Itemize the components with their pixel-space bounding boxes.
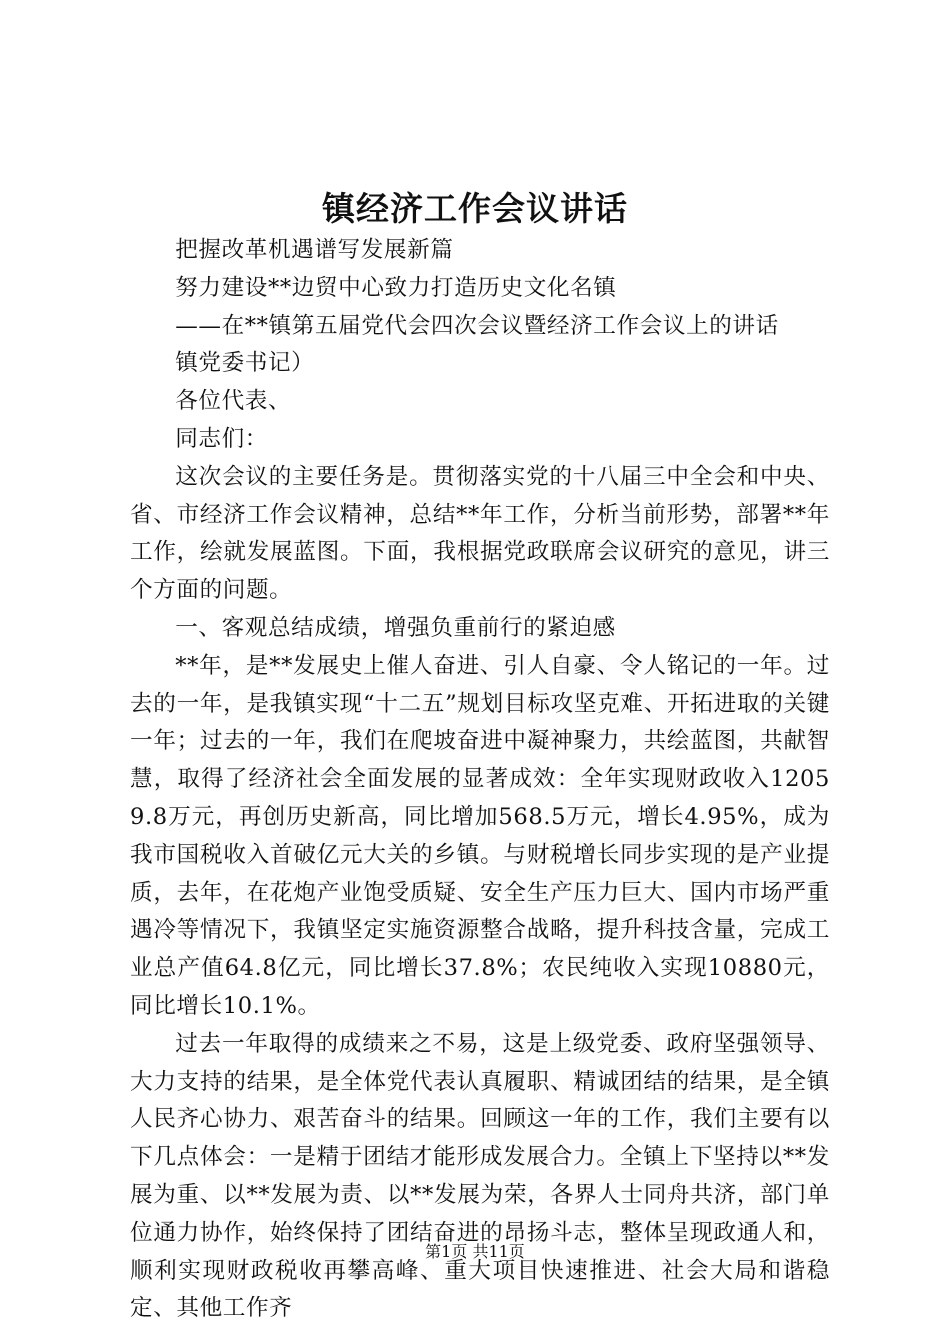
document-body: [130, 232, 830, 1328]
document-title: 镇经济工作会议讲话: [322, 189, 628, 228]
subtitle-line-2: 努力建设**边贸中心致力打造历史文化名镇: [175, 274, 617, 301]
subtitle-occasion: ——在**镇第五届党代会四次会议暨经济工作会议上的讲话: [175, 312, 779, 339]
subtitle-line-1: 把握改革机遇谱写发展新篇: [175, 237, 454, 263]
salutation-line-1: 各位代表、: [175, 388, 292, 415]
body-paragraph: 过去一年取得的成绩来之不易，这是上级党委、政府坚强领导、大力支持的结果，是全体党代表认真履职、精诚团结的结果，是全镇人民齐心协力、艰苦奋斗的结果。回顾这一年的工作，我们主要有以下几点体会：一是精于团结才能形成发展合力。全镇上下坚持以**发展为重、以**发展为责、以**发展为荣，各界人士同舟共济，部门单位通力协作，始终保持了团结奋进的昂扬斗志，整体呈现政通人和，顺利实现财政税收再攀高峰、重大项目快速推进、社会大局和谐稳定、其他工作齐: [130, 1030, 830, 1322]
body-paragraph: **年，是**发展史上催人奋进、引人自豪、令人铭记的一年。过去的一年，是我镇实现“十二五”规划目标攻坚克难、开拓进取的关键一年；过去的一年，我们在爬坡奋进中凝神聚力，共绘蓝图，共献智慧，取得了经济社会全面发展的显著成效：全年实现财政收入12059.8万元，再创历史新高，同比增加568.5万元，增长4.95%，成为我市国税收入首破亿元大关的乡镇。与财税增长同步实现的是产业提质，去年，在花炮产业饱受质疑、安全生产压力巨大、国内市场严重遇冷等情况下，我镇坚定实施资源整合战略，提升科技含量，完成工业总产值64.8亿元，同比增长37.8%；农民纯收入实现10880元，同比增长10.1%。: [130, 652, 830, 1019]
speaker-line: 镇党委书记）: [175, 350, 315, 377]
section-heading: 一、客观总结成绩，增强负重前行的紧迫感: [175, 614, 616, 641]
salutation-line-2: 同志们：: [175, 425, 268, 452]
body-paragraph: 这次会议的主要任务是。贯彻落实党的十八届三中全会和中央、省、市经济工作会议精神，总结**年工作，分析当前形势，部署**年工作，绘就发展蓝图。下面，我根据党政联席会议研究的意见，讲三个方面的问题。: [130, 463, 830, 604]
page-footer: 第1页 共11页: [425, 1242, 525, 1261]
